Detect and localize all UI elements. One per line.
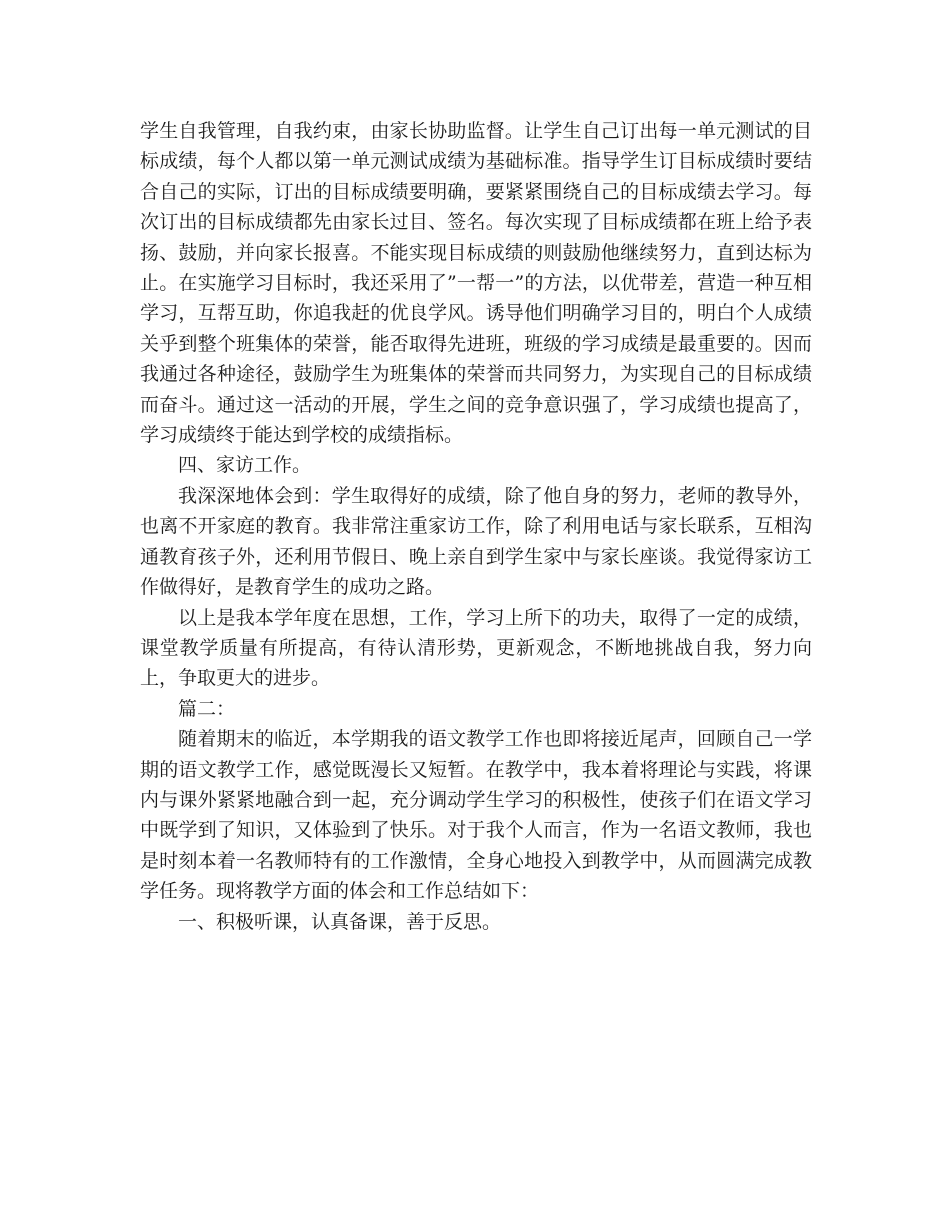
document-page <box>140 116 812 937</box>
article-heading-part-two: 篇二： <box>178 697 236 720</box>
section-heading-lesson-prep: 一、积极听课，认真备课，善于反思。 <box>178 910 502 933</box>
body-paragraph-conclusion: 以上是我本学年度在思想，工作，学习上所下的功夫，取得了一定的成绩，课堂教学质量有所提高，有待认清形势，更新观念，不断地挑战自我，努力向上，争取更大的进步。 <box>140 606 812 690</box>
section-heading-home-visits: 四、家访工作。 <box>178 454 312 477</box>
body-paragraph-home-visits: 我深深地体会到：学生取得好的成绩，除了他自身的努力，老师的教导外，也离不开家庭的教育。我非常注重家访工作，除了利用电话与家长联系，互相沟通教育孩子外，还利用节假日、晚上亲自到学生家中与家长座谈。我觉得家访工作做得好，是教育学生的成功之路。 <box>140 484 812 599</box>
body-paragraph-intro: 随着期末的临近，本学期我的语文教学工作也即将接近尾声，回顾自己一学期的语文教学工作，感觉既漫长又短暂。在教学中，我本着将理论与实践，将课内与课外紧紧地融合到一起，充分调动学生学习的积极性，使孩子们在语文学习中既学到了知识，又体验到了快乐。对于我个人而言，作为一名语文教师，我也是时刻本着一名教师特有的工作激情，全身心地投入到教学中，从而圆满完成教学任务。现将教学方面的体会和工作总结如下： <box>140 728 812 903</box>
body-paragraph-continuation: 学生自我管理，自我约束，由家长协助监督。让学生自己订出每一单元测试的目标成绩，每个人都以第一单元测试成绩为基础标准。指导学生订目标成绩时要结合自己的实际，订出的目标成绩要明确，要紧紧围绕自己的目标成绩去学习。每次订出的目标成绩都先由家长过目、签名。每次实现了目标成绩都在班上给予表扬、鼓励，并向家长报喜。不能实现目标成绩的则鼓励他继续努力，直到达标为止。在实施学习目标时，我还采用了”一帮一”的方法，以优带差，营造一种互相学习，互帮互助，你追我赶的优良学风。诱导他们明确学习目的，明白个人成绩关乎到整个班集体的荣誉，能否取得先进班，班级的学习成绩是最重要的。因而我通过各种途径，鼓励学生为班集体的荣誉而共同努力，为实现自己的目标成绩而奋斗。通过这一活动的开展，学生之间的竞争意识强了，学习成绩也提高了，学习成绩终于能达到学校的成绩指标。 <box>140 120 812 447</box>
